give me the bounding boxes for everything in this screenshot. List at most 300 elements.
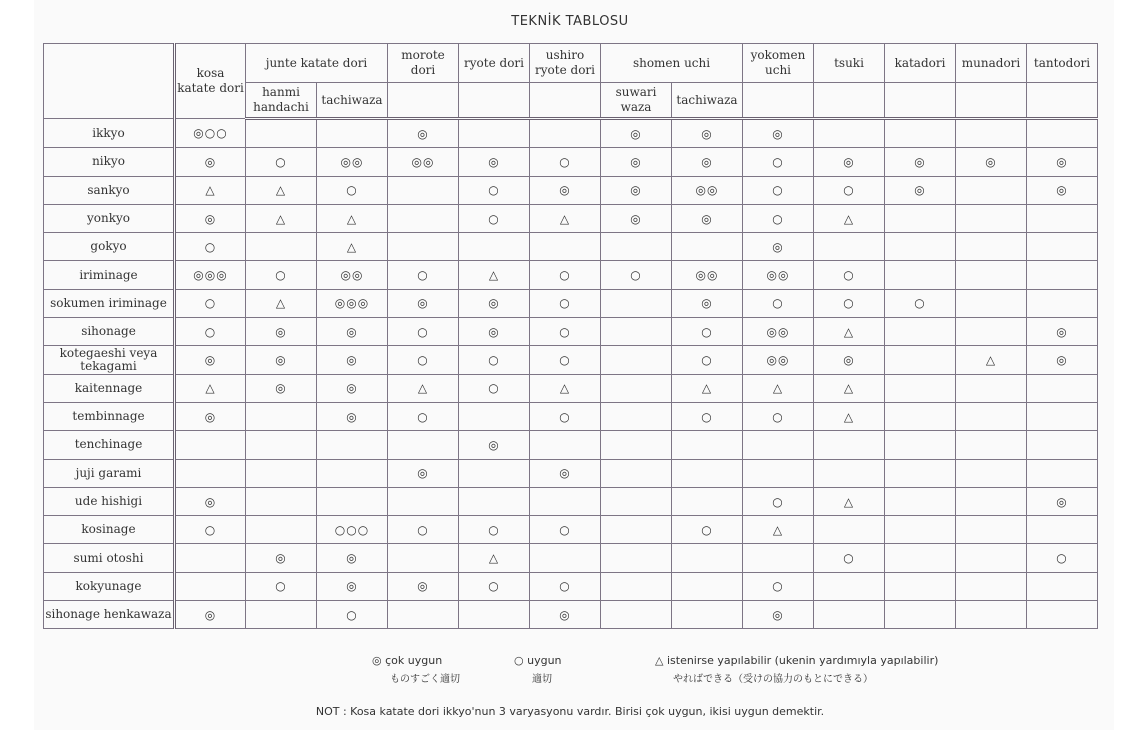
suitability-symbol: ◎ — [630, 211, 642, 226]
table-cell — [956, 402, 1027, 430]
table-cell — [388, 572, 459, 600]
suitability-symbol: ◎ — [346, 381, 358, 396]
table-cell — [885, 318, 956, 346]
suitability-symbol: ○ — [417, 409, 429, 424]
table-cell — [601, 572, 672, 600]
table-cell — [601, 601, 672, 629]
table-cell — [672, 402, 743, 430]
suitability-symbol: ◎ — [417, 579, 429, 594]
suitability-symbol: △ — [275, 296, 287, 311]
table-row — [44, 318, 1098, 346]
table-cell — [1027, 601, 1098, 629]
suitability-symbol: ◎◎ — [766, 268, 790, 283]
table-cell — [672, 374, 743, 402]
table-cell — [175, 601, 246, 629]
table-cell — [317, 459, 388, 487]
table-cell — [175, 431, 246, 459]
table-cell — [672, 261, 743, 289]
suitability-symbol: △ — [346, 211, 358, 226]
table-cell — [388, 233, 459, 261]
table-cell — [459, 572, 530, 600]
table-cell — [956, 176, 1027, 204]
table-cell — [672, 459, 743, 487]
table-cell — [885, 289, 956, 317]
suitability-symbol: ◎ — [275, 324, 287, 339]
col-header-tantodori: tantodori — [1027, 44, 1098, 83]
suitability-symbol: △ — [772, 381, 784, 396]
suitability-symbol: ◎ — [488, 296, 500, 311]
table-cell — [672, 572, 743, 600]
table-cell — [175, 233, 246, 261]
table-cell — [956, 318, 1027, 346]
table-cell — [743, 289, 814, 317]
suitability-symbol: ○ — [1056, 551, 1068, 566]
col-header-shomen-uchi: shomen uchi — [601, 44, 743, 83]
table-cell — [672, 601, 743, 629]
suitability-symbol: ◎◎ — [411, 154, 435, 169]
table-row — [44, 148, 1098, 176]
table-cell — [885, 346, 956, 374]
table-cell — [388, 459, 459, 487]
table-cell — [459, 318, 530, 346]
subcol-shomen-tachiwaza: tachiwaza — [672, 83, 743, 119]
suitability-symbol: ○ — [488, 381, 500, 396]
table-cell — [246, 204, 317, 232]
suitability-symbol: ◎ — [630, 183, 642, 198]
table-cell — [672, 233, 743, 261]
table-cell — [743, 148, 814, 176]
suitability-symbol: ○ — [559, 522, 571, 537]
suitability-symbol: ◎◎◎ — [193, 268, 228, 283]
table-cell — [672, 346, 743, 374]
suitability-symbol: ◎ — [701, 211, 713, 226]
col-header-ryote-dori: ryote dori — [459, 44, 530, 83]
table-cell — [459, 374, 530, 402]
suitability-symbol: ◎ — [488, 437, 500, 452]
table-cell — [814, 204, 885, 232]
table-cell — [814, 289, 885, 317]
suitability-symbol: ◎ — [1056, 154, 1068, 169]
suitability-symbol: ◎ — [488, 324, 500, 339]
table-cell — [743, 233, 814, 261]
table-cell — [601, 176, 672, 204]
technique-name: kaitennage — [44, 374, 175, 402]
table-cell — [672, 487, 743, 515]
technique-name: sihonage henkawaza — [44, 601, 175, 629]
table-row — [44, 119, 1098, 148]
table-cell — [956, 346, 1027, 374]
table-cell — [956, 544, 1027, 572]
table-cell — [814, 374, 885, 402]
subcol-blank — [743, 83, 814, 119]
table-row — [44, 402, 1098, 430]
table-cell — [956, 459, 1027, 487]
table-cell — [459, 402, 530, 430]
suitability-symbol: △ — [843, 494, 855, 509]
table-cell — [459, 516, 530, 544]
table-cell — [530, 261, 601, 289]
suitability-symbol: ○ — [417, 353, 429, 368]
table-cell — [601, 346, 672, 374]
technique-name: iriminage — [44, 261, 175, 289]
table-cell — [1027, 261, 1098, 289]
double-circle-icon: ◎ — [372, 654, 382, 667]
suitability-symbol: △ — [205, 183, 216, 198]
suitability-symbol: ◎ — [275, 551, 287, 566]
table-cell — [672, 544, 743, 572]
table-cell — [317, 119, 388, 148]
table-row — [44, 516, 1098, 544]
table-cell — [246, 544, 317, 572]
table-cell — [317, 148, 388, 176]
suitability-symbol: ◎ — [204, 154, 217, 169]
table-cell — [388, 487, 459, 515]
table-cell — [175, 318, 246, 346]
table-cell — [246, 261, 317, 289]
table-cell — [246, 374, 317, 402]
suitability-symbol: ○ — [488, 522, 500, 537]
technique-name: juji garami — [44, 459, 175, 487]
table-cell — [388, 544, 459, 572]
suitability-symbol: ○ — [843, 551, 855, 566]
legend-label-jp: やればできる（受けの協力のもとにできる） — [673, 674, 873, 685]
suitability-symbol: ◎ — [204, 211, 217, 226]
suitability-symbol: ○ — [488, 183, 500, 198]
suitability-symbol: ◎ — [346, 409, 358, 424]
suitability-symbol: ○ — [417, 324, 429, 339]
table-cell — [956, 261, 1027, 289]
table-cell — [317, 204, 388, 232]
technique-name: tembinnage — [44, 402, 175, 430]
table-cell — [672, 431, 743, 459]
table-cell — [530, 119, 601, 148]
suitability-symbol: ◎ — [772, 607, 784, 622]
suitability-symbol: ○ — [204, 296, 217, 311]
col-header-tsuki: tsuki — [814, 44, 885, 83]
table-cell — [317, 544, 388, 572]
suitability-symbol: ◎ — [843, 154, 855, 169]
suitability-symbol: ◎ — [275, 353, 287, 368]
suitability-symbol: ◎ — [701, 154, 713, 169]
suitability-symbol: ○ — [346, 607, 358, 622]
suitability-symbol: ◎ — [914, 183, 926, 198]
table-cell — [1027, 233, 1098, 261]
table-cell — [246, 431, 317, 459]
table-cell — [388, 204, 459, 232]
table-cell — [672, 289, 743, 317]
table-cell — [175, 148, 246, 176]
table-cell — [459, 176, 530, 204]
suitability-symbol: ◎ — [1056, 324, 1068, 339]
suitability-symbol: △ — [985, 353, 997, 368]
table-cell — [459, 431, 530, 459]
technique-table — [43, 43, 1098, 629]
legend-label: uygun — [527, 654, 562, 667]
table-cell — [246, 176, 317, 204]
table-cell — [885, 572, 956, 600]
legend-label-jp: 適切 — [532, 674, 552, 685]
subcol-blank — [388, 83, 459, 119]
subcol-junte-tachiwaza: tachiwaza — [317, 83, 388, 119]
subcol-blank — [530, 83, 601, 119]
table-cell — [317, 572, 388, 600]
table-cell — [885, 233, 956, 261]
suitability-symbol: ○ — [701, 353, 713, 368]
table-cell — [388, 601, 459, 629]
table-cell — [814, 261, 885, 289]
suitability-symbol: ○ — [914, 296, 926, 311]
table-cell — [956, 148, 1027, 176]
table-cell — [530, 204, 601, 232]
table-cell — [530, 346, 601, 374]
table-cell — [814, 176, 885, 204]
table-cell — [601, 233, 672, 261]
table-cell — [601, 318, 672, 346]
table-cell — [175, 289, 246, 317]
table-cell — [672, 176, 743, 204]
table-cell — [530, 402, 601, 430]
table-cell — [743, 119, 814, 148]
suitability-symbol: ◎◎ — [340, 154, 364, 169]
suitability-symbol: ◎ — [346, 551, 358, 566]
suitability-symbol: ◎ — [559, 183, 571, 198]
suitability-symbol: ◎ — [559, 466, 571, 481]
suitability-symbol: △ — [843, 409, 855, 424]
table-cell — [1027, 119, 1098, 148]
subcol-blank — [1027, 83, 1098, 119]
technique-name: sihonage — [44, 318, 175, 346]
table-cell — [743, 318, 814, 346]
table-cell — [246, 346, 317, 374]
suitability-symbol: ◎ — [346, 324, 358, 339]
suitability-symbol: ◎ — [1056, 353, 1068, 368]
table-cell — [743, 261, 814, 289]
suitability-symbol: ○ — [559, 296, 571, 311]
table-row — [44, 289, 1098, 317]
table-cell — [530, 431, 601, 459]
table-cell — [175, 261, 246, 289]
table-cell — [956, 233, 1027, 261]
technique-name: ikkyo — [44, 119, 175, 148]
table-cell — [388, 176, 459, 204]
table-cell — [743, 176, 814, 204]
table-cell — [885, 459, 956, 487]
table-cell — [814, 233, 885, 261]
suitability-symbol: ◎ — [1056, 183, 1068, 198]
table-cell — [885, 431, 956, 459]
suitability-symbol: ◎ — [417, 466, 429, 481]
table-cell — [246, 318, 317, 346]
suitability-symbol: △ — [559, 381, 571, 396]
suitability-symbol: ◎ — [204, 409, 217, 424]
suitability-symbol: ◎ — [1056, 494, 1068, 509]
table-cell — [530, 487, 601, 515]
page-title: TEKNİK TABLOSU — [511, 14, 629, 29]
table-cell — [246, 572, 317, 600]
suitability-symbol: ◎ — [843, 353, 855, 368]
table-cell — [601, 431, 672, 459]
table-cell — [317, 374, 388, 402]
table-cell — [317, 289, 388, 317]
table-cell — [743, 204, 814, 232]
table-cell — [459, 204, 530, 232]
suitability-symbol: ◎ — [275, 381, 287, 396]
suitability-symbol: △ — [205, 381, 216, 396]
suitability-symbol: ○ — [772, 296, 784, 311]
suitability-symbol: ○○○ — [334, 522, 370, 537]
suitability-symbol: ○ — [275, 579, 287, 594]
footnote: NOT : Kosa katate dori ikkyo'nun 3 varyasyonu vardır. Birisi çok uygun, ikisi uygun demektir. — [315, 705, 825, 718]
subcol-blank — [885, 83, 956, 119]
suitability-symbol: ○ — [843, 296, 855, 311]
table-cell — [814, 402, 885, 430]
table-row — [44, 572, 1098, 600]
table-cell — [601, 487, 672, 515]
table-cell — [814, 119, 885, 148]
suitability-symbol: ○ — [275, 154, 287, 169]
table-cell — [743, 601, 814, 629]
table-cell — [743, 516, 814, 544]
table-cell — [388, 318, 459, 346]
table-cell — [743, 374, 814, 402]
suitability-symbol: ◎◎ — [766, 324, 790, 339]
suitability-symbol: ○ — [346, 183, 358, 198]
table-cell — [814, 544, 885, 572]
table-row — [44, 204, 1098, 232]
table-cell — [885, 176, 956, 204]
table-row — [44, 601, 1098, 629]
table-cell — [956, 289, 1027, 317]
suitability-symbol: ◎ — [772, 239, 784, 254]
table-cell — [743, 431, 814, 459]
table-cell — [885, 402, 956, 430]
table-cell — [885, 374, 956, 402]
table-cell — [885, 487, 956, 515]
table-cell — [885, 261, 956, 289]
suitability-symbol: ◎ — [488, 154, 500, 169]
subcol-blank — [956, 83, 1027, 119]
table-cell — [530, 516, 601, 544]
table-cell — [672, 204, 743, 232]
table-cell — [317, 431, 388, 459]
circle-icon: ○ — [514, 654, 524, 667]
table-cell — [1027, 402, 1098, 430]
table-cell — [672, 318, 743, 346]
suitability-symbol: △ — [275, 183, 287, 198]
table-cell — [743, 544, 814, 572]
subcol-hanmi-handachi: hanmi handachi — [246, 83, 317, 119]
table-cell — [388, 346, 459, 374]
suitability-symbol: ○ — [843, 183, 855, 198]
suitability-symbol: ◎◎◎ — [334, 296, 370, 311]
suitability-symbol: ○ — [488, 579, 500, 594]
table-cell — [743, 402, 814, 430]
col-header-yokomen-uchi: yokomen uchi — [743, 44, 814, 83]
legend-item-cok-uygun — [372, 654, 460, 685]
table-cell — [246, 402, 317, 430]
suitability-symbol: △ — [346, 239, 358, 254]
table-cell — [459, 544, 530, 572]
table-cell — [459, 346, 530, 374]
table-cell — [317, 176, 388, 204]
table-cell — [956, 601, 1027, 629]
table-cell — [246, 233, 317, 261]
suitability-symbol: ◎ — [204, 607, 217, 622]
suitability-symbol: △ — [275, 211, 287, 226]
table-cell — [459, 119, 530, 148]
table-cell — [246, 119, 317, 148]
technique-name: sumi otoshi — [44, 544, 175, 572]
table-cell — [175, 374, 246, 402]
table-cell — [175, 204, 246, 232]
table-cell — [530, 318, 601, 346]
table-cell — [175, 572, 246, 600]
table-cell — [388, 516, 459, 544]
table-cell — [175, 119, 246, 148]
suitability-symbol: ○ — [772, 154, 784, 169]
table-cell — [601, 261, 672, 289]
subcol-blank — [814, 83, 885, 119]
table-row — [44, 261, 1098, 289]
suitability-symbol: ○ — [772, 409, 784, 424]
table-cell — [388, 119, 459, 148]
suitability-symbol: ◎ — [417, 126, 429, 141]
table-cell — [814, 487, 885, 515]
table-cell — [530, 148, 601, 176]
suitability-symbol: ◎ — [914, 154, 926, 169]
table-cell — [388, 261, 459, 289]
suitability-symbol: ◎◎ — [695, 268, 719, 283]
table-cell — [885, 544, 956, 572]
legend-label: istenirse yapılabilir (ukenin yardımıyla yapılabilir) — [666, 654, 939, 667]
table-cell — [317, 601, 388, 629]
table-cell — [1027, 318, 1098, 346]
suitability-symbol: ◎ — [204, 353, 217, 368]
table-cell — [317, 318, 388, 346]
technique-name: gokyo — [44, 233, 175, 261]
suitability-symbol: ○ — [559, 268, 571, 283]
table-cell — [814, 601, 885, 629]
suitability-symbol: ○ — [843, 268, 855, 283]
table-cell — [885, 601, 956, 629]
suitability-symbol: △ — [488, 268, 500, 283]
suitability-symbol: △ — [843, 211, 855, 226]
table-cell — [601, 204, 672, 232]
technique-name: nikyo — [44, 148, 175, 176]
table-cell — [1027, 346, 1098, 374]
suitability-symbol: ○ — [772, 183, 784, 198]
table-cell — [459, 487, 530, 515]
table-cell — [388, 374, 459, 402]
table-cell — [956, 487, 1027, 515]
table-cell — [175, 516, 246, 544]
subcol-blank — [459, 83, 530, 119]
table-cell — [459, 459, 530, 487]
suitability-symbol: ○ — [559, 409, 571, 424]
table-cell — [459, 261, 530, 289]
table-cell — [601, 289, 672, 317]
table-cell — [814, 318, 885, 346]
table-cell — [814, 346, 885, 374]
header-row-1 — [44, 44, 1098, 83]
suitability-symbol: ○ — [630, 268, 642, 283]
suitability-symbol: ○ — [488, 211, 500, 226]
suitability-symbol: ○ — [417, 268, 429, 283]
suitability-symbol: ○ — [488, 353, 500, 368]
suitability-symbol: ○ — [559, 579, 571, 594]
suitability-symbol: ○ — [701, 522, 713, 537]
table-cell — [246, 516, 317, 544]
